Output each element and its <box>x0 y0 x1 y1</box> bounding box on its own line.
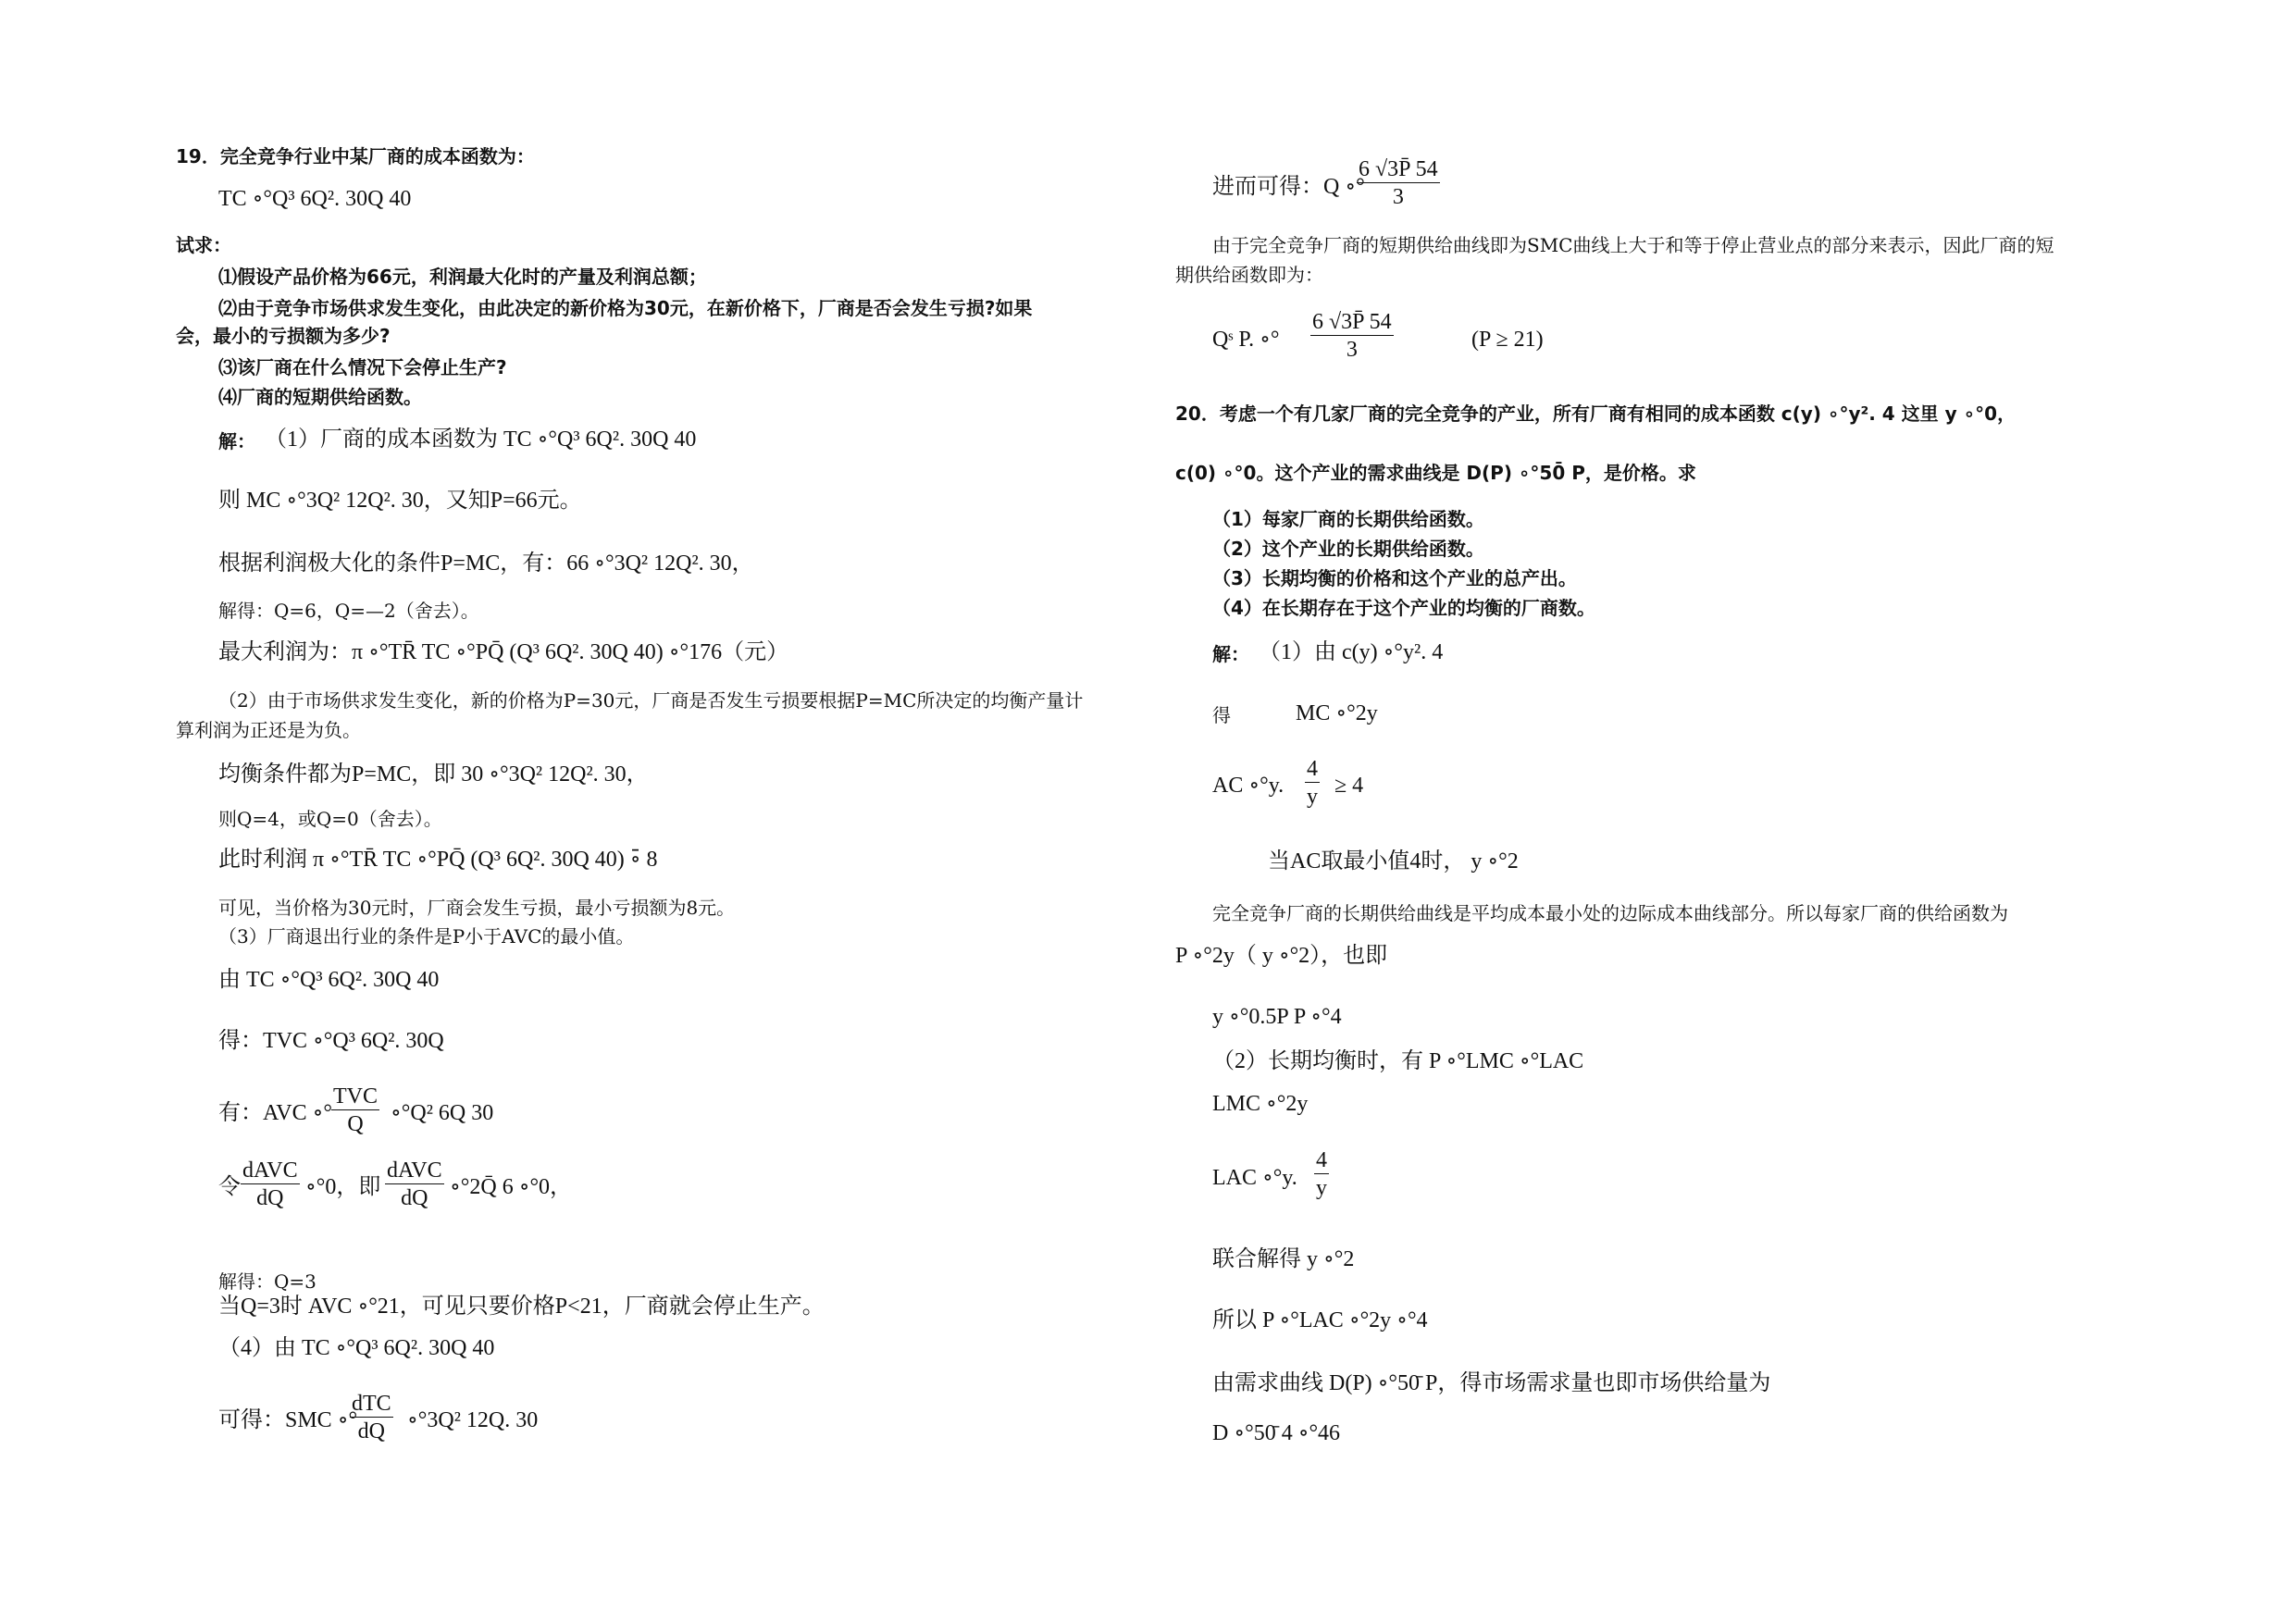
ling-middle: ∘°0，即 <box>305 1175 381 1199</box>
solution-label: 解： <box>218 430 255 452</box>
sub-question-2-line2: 会，最小的亏损额为多少? <box>176 325 391 347</box>
tvc-line: 得：TVC ∘°Q³ 6Q². 30Q <box>218 1029 444 1053</box>
competitive-text-line1: 完全竞争厂商的长期供给曲线是平均成本最小处的边际成本曲线部分。所以每家厂商的供给函数为 <box>1212 902 2008 924</box>
qs-condition: (P ≥ 21) <box>1471 328 1544 352</box>
further-prefix: 进而可得：Q ∘° <box>1212 175 1365 199</box>
smc-numerator: dTC <box>352 1392 391 1416</box>
tc-again-line: 由 TC ∘°Q³ 6Q². 30Q 40 <box>218 968 440 992</box>
joint-solve-line: 联合解得 y ∘°2 <box>1212 1247 1355 1271</box>
part2-text-line1: （2）由于市场供求发生变化，新的价格为P=30元，厂商是否发生亏损要根据P=MC所决定的均衡产量计 <box>218 689 1084 712</box>
sub-question-1: ⑴假设产品价格为66元，利润最大化时的产量及利润总额； <box>218 266 707 288</box>
sub-question-3: ⑶该厂商在什么情况下会停止生产? <box>218 356 507 378</box>
q20-item-2: （2）这个产业的长期供给函数。 <box>1212 538 1484 560</box>
further-fraction <box>1357 157 1440 210</box>
qs-prefix: Qˢ P. ∘° <box>1212 328 1280 352</box>
part3-line: （3）厂商退出行业的条件是P小于AVC的最小值。 <box>218 925 635 948</box>
ling-end: ∘°2Q̄ 6 ∘°0， <box>450 1175 573 1199</box>
qs-fraction <box>1310 310 1394 363</box>
competitive-text-line2: P ∘°2y（ y ∘°2），也即 <box>1175 944 1388 968</box>
q20-solution-text: （1）由 c(y) ∘°y². 4 <box>1259 640 1444 664</box>
qs-numerator: 6 √3P̄ 54 <box>1312 310 1392 334</box>
loss-line: 可见，当价格为30元时，厂商会发生亏损，最小亏损额为8元。 <box>218 897 736 919</box>
ac-min-line: 当AC取最小值4时， y ∘°2 <box>1268 849 1519 873</box>
avc-numerator: TVC <box>333 1084 378 1109</box>
question-20-line2: c(0) ∘°0。这个产业的需求曲线是 D(P) ∘°50̄ P，是价格。求 <box>1175 462 1696 484</box>
further-numerator: 6 √3P̄ 54 <box>1359 157 1438 181</box>
smc-prefix: 可得：SMC ∘° <box>218 1408 358 1432</box>
ac-numerator: 4 <box>1307 757 1318 781</box>
y-half-p-line: y ∘°0.5P P ∘°4 <box>1212 1005 1342 1029</box>
lac-numerator: 4 <box>1316 1148 1327 1172</box>
qs-denominator: 3 <box>1346 338 1358 362</box>
q4-line: 则Q=4，或Q=0（舍去）。 <box>218 808 442 830</box>
ling-label: 令 <box>218 1175 241 1199</box>
davc-denominator-2: dQ <box>401 1186 428 1210</box>
part4-line: （4）由 TC ∘°Q³ 6Q². 30Q 40 <box>218 1336 495 1360</box>
q3-line: 解得：Q=3 <box>218 1270 316 1293</box>
d-46-line: D ∘°50̄ 4 ∘°46 <box>1212 1421 1341 1445</box>
cost-function-formula: TC ∘°Q³ 6Q². 30Q 40 <box>218 187 412 211</box>
equilibrium-condition: 均衡条件都为P=MC，即 30 ∘°3Q² 12Q². 30， <box>218 762 649 787</box>
avc-denominator: Q <box>347 1112 364 1136</box>
davc-numerator-1: dAVC <box>242 1158 298 1183</box>
profit-now-line: 此时利润 π ∘°TR̄ TC ∘°PQ̄ (Q³ 6Q². 30Q 40) ∘̄ 8 <box>218 848 658 872</box>
lac-fraction <box>1314 1148 1329 1201</box>
ac-denominator: y <box>1307 785 1318 809</box>
profit-max-condition: 根据利润极大化的条件P=MC，有：66 ∘°3Q² 12Q². 30， <box>218 551 754 576</box>
smc-suffix: ∘°3Q² 12Q. 30 <box>407 1408 539 1432</box>
mc-line: 则 MC ∘°3Q² 12Q². 30，又知P=66元。 <box>218 489 582 513</box>
try-label: 试求： <box>176 234 231 256</box>
max-profit-line: 最大利润为：π ∘°TR̄ TC ∘°PQ̄ (Q³ 6Q². 30Q 40) ∘°176（元） <box>218 640 789 664</box>
question-19-title: 19．完全竞争行业中某厂商的成本函数为： <box>176 145 535 167</box>
lac-denominator: y <box>1316 1176 1327 1200</box>
de-label: 得 <box>1212 704 1231 726</box>
q20-item-1: （1）每家厂商的长期供给函数。 <box>1212 508 1484 530</box>
further-denominator: 3 <box>1392 185 1404 209</box>
question-20-line1: 20．考虑一个有几家厂商的完全竞争的产业，所有厂商有相同的成本函数 c(y) ∘°y². 4 这里 y ∘°0， <box>1175 403 2017 425</box>
part2-text-line2: 算利润为正还是为负。 <box>176 719 361 741</box>
davc-fraction-1 <box>241 1158 300 1211</box>
so-line: 所以 P ∘°LAC ∘°2y ∘°4 <box>1212 1308 1428 1332</box>
davc-denominator-1: dQ <box>256 1186 284 1210</box>
demand-curve-line: 由需求曲线 D(P) ∘°50̄ P，得市场需求量也即市场供给量为 <box>1212 1371 1771 1395</box>
solve-q-line: 解得：Q=6，Q=—2（舍去）。 <box>218 600 479 622</box>
smc-supply-text-line1: 由于完全竞争厂商的短期供给曲线即为SMC曲线上大于和等于停止营业点的部分来表示，因此厂商的短 <box>1212 234 2054 256</box>
sub-question-2-line1: ⑵由于竞争市场供求发生变化，由此决定的新价格为30元，在新价格下，厂商是否会发生亏损?如果 <box>218 297 1033 319</box>
q20-item-4: （4）在长期存在于这个产业的均衡的厂商数。 <box>1212 597 1595 619</box>
mc-2y: MC ∘°2y <box>1296 701 1378 725</box>
smc-fraction <box>350 1392 393 1444</box>
ac-prefix: AC ∘°y. <box>1212 774 1285 798</box>
q20-solution-label: 解： <box>1212 643 1249 665</box>
smc-supply-text-line2: 期供给函数即为： <box>1175 264 1323 286</box>
smc-denominator: dQ <box>357 1419 385 1443</box>
ac-fraction <box>1305 757 1320 810</box>
ac-suffix: ≥ 4 <box>1334 774 1364 798</box>
avc-fraction <box>331 1084 379 1137</box>
lmc-line: LMC ∘°2y <box>1212 1092 1309 1116</box>
avc-suffix: ∘°Q² 6Q 30 <box>391 1101 494 1125</box>
q20-item-3: （3）长期均衡的价格和这个产业的总产出。 <box>1212 567 1577 589</box>
lac-prefix: LAC ∘°y. <box>1212 1166 1297 1190</box>
davc-numerator-2: dAVC <box>387 1158 442 1183</box>
avc21-line: 当Q=3时 AVC ∘°21，可见只要价格P<21，厂商就会停止生产。 <box>218 1295 825 1319</box>
sub-question-4: ⑷厂商的短期供给函数。 <box>218 386 422 408</box>
davc-fraction-2 <box>385 1158 444 1211</box>
solution-1-text: （1）厂商的成本函数为 TC ∘°Q³ 6Q². 30Q 40 <box>265 427 697 452</box>
avc-prefix: 有：AVC ∘° <box>218 1101 332 1125</box>
long-run-equilibrium: （2）长期均衡时，有 P ∘°LMC ∘°LAC <box>1212 1049 1584 1073</box>
